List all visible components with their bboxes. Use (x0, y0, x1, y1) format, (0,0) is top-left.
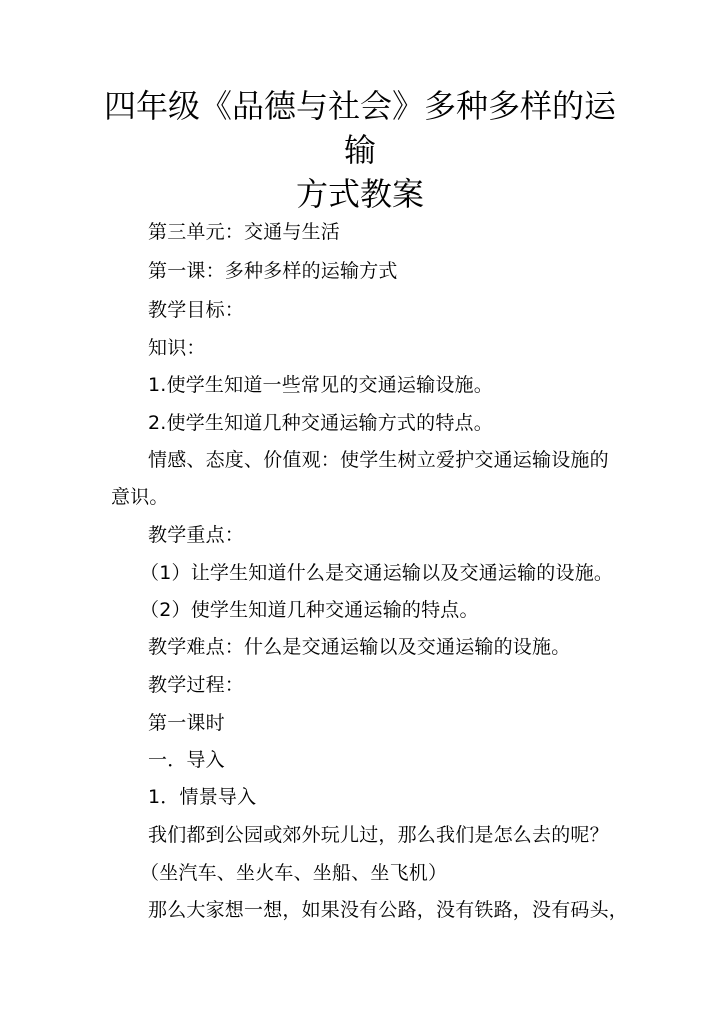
intro-answer: （坐汽车、坐火车、坐船、坐飞机） (140, 862, 448, 884)
lesson-heading: 第一课：多种多样的运输方式 (148, 260, 398, 282)
subsection-heading: 1．情景导入 (148, 786, 257, 808)
key-point-2: （2）使学生知道几种交通运输的特点。 (140, 599, 479, 621)
first-period-heading: 第一课时 (148, 712, 225, 734)
values-paragraph: 情感、态度、价值观：使学生树立爱护交通运输设施的 (148, 449, 609, 471)
process-heading: 教学过程： (148, 674, 245, 696)
title-line-1: 四年级《品德与社会》多种多样的运输 (103, 87, 616, 169)
objective-item-1: 1.使学生知道一些常见的交通运输设施。 (148, 374, 493, 396)
document-title (90, 84, 630, 216)
intro-followup: 那么大家想一想，如果没有公路，没有铁路，没有码头， (148, 899, 629, 921)
intro-question: 我们都到公园或郊外玩儿过，那么我们是怎么去的呢？ (148, 824, 609, 846)
key-point-1: （1）让学生知道什么是交通运输以及交通运输的设施。 (140, 562, 614, 584)
objectives-heading: 教学目标： (148, 299, 245, 321)
key-points-heading: 教学重点： (148, 524, 245, 546)
knowledge-heading: 知识： (148, 337, 206, 359)
section-one-heading: 一．导入 (148, 749, 225, 771)
values-paragraph-continued: 意识。 (111, 486, 169, 508)
title-line-2: 方式教案 (295, 175, 424, 213)
unit-heading: 第三单元：交通与生活 (148, 221, 341, 243)
objective-item-2: 2.使学生知道几种交通运输方式的特点。 (148, 412, 493, 434)
difficulty-paragraph: 教学难点：什么是交通运输以及交通运输的设施。 (148, 636, 571, 658)
